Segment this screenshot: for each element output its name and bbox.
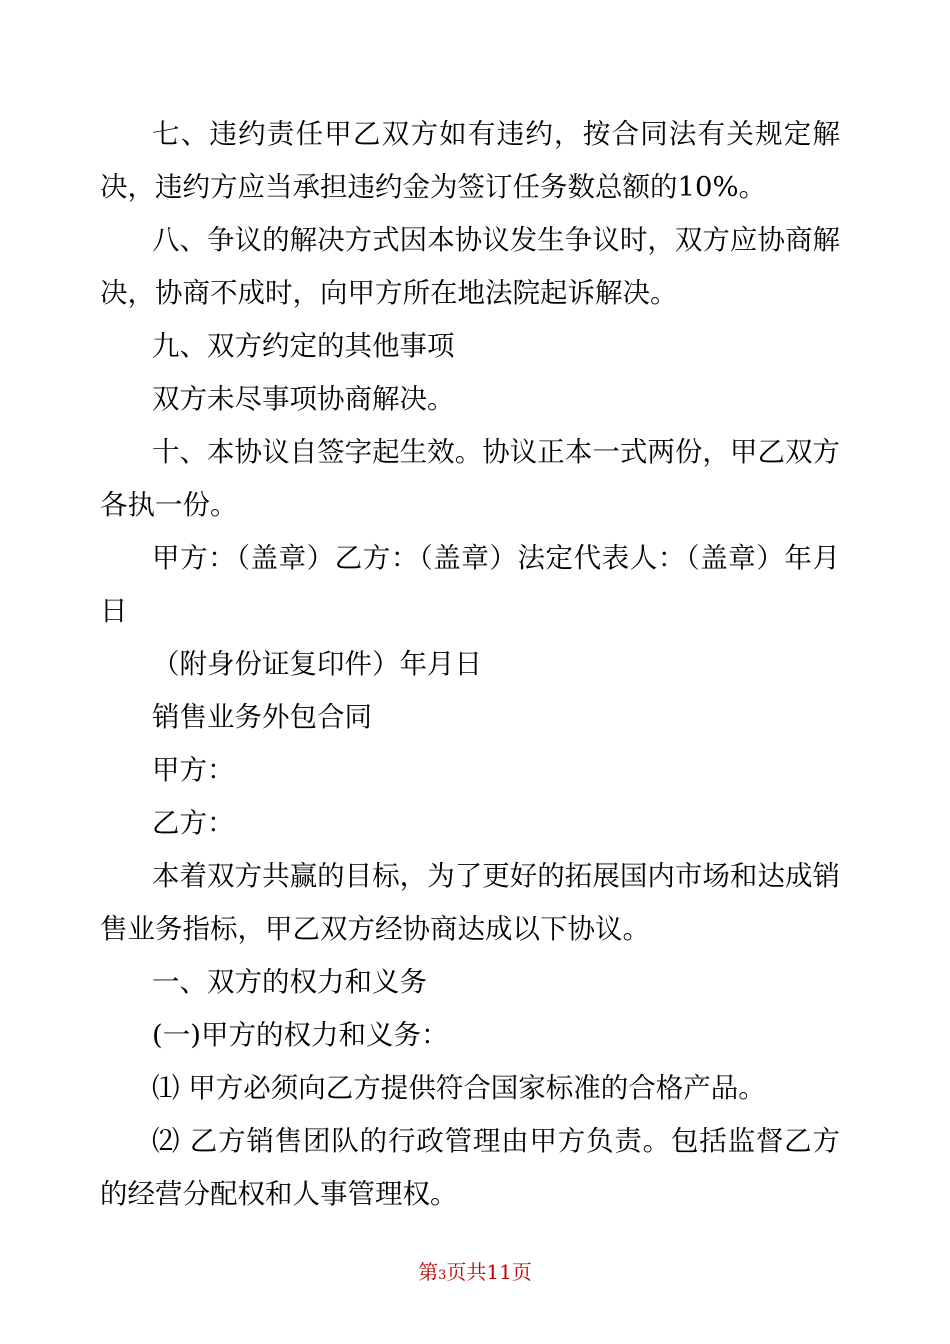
paragraph-dispute-resolution: 八、争议的解决方式因本协议发生争议时，双方应协商解决，协商不成时，向甲方所在地法院起诉解决。 [100, 224, 840, 309]
page-footer [0, 1258, 950, 1290]
footer-middle: 页共 [446, 1260, 487, 1284]
party-a-line: 甲方： [152, 754, 235, 786]
subsection-party-a-heading: (一)甲方的权力和义务： [152, 1019, 449, 1051]
clause-administrative-management: ⑵ 乙方销售团队的行政管理由甲方负责。包括监督乙方的经营分配权和人事管理权。 [100, 1125, 840, 1210]
footer-prefix: 第 [418, 1260, 439, 1284]
footer-suffix: 页 [511, 1260, 532, 1284]
contract-title: 销售业务外包合同 [152, 701, 372, 733]
paragraph-breach-liability: 七、违约责任甲乙双方如有违约，按合同法有关规定解决，违约方应当承担违约金为签订任务数总额的10%。 [100, 118, 840, 203]
section-rights-obligations-heading: 一、双方的权力和义务 [152, 966, 427, 998]
paragraph-effectiveness: 十、本协议自签字起生效。协议正本一式两份，甲乙双方各执一份。 [100, 436, 840, 521]
paragraph-id-attachment: （附身份证复印件）年月日 [152, 648, 482, 680]
paragraph-other-matters: 双方未尽事项协商解决。 [152, 383, 455, 415]
footer-total-pages: 11 [486, 1260, 512, 1284]
clause-qualified-products: ⑴ 甲方必须向乙方提供符合国家标准的合格产品。 [152, 1072, 766, 1104]
party-b-line: 乙方： [152, 807, 235, 839]
paragraph-preamble: 本着双方共赢的目标，为了更好的拓展国内市场和达成销售业务指标，甲乙双方经协商达成以下协议。 [100, 860, 840, 945]
paragraph-signatures: 甲方：（盖章）乙方：（盖章）法定代表人：（盖章）年月日 [100, 542, 840, 627]
paragraph-other-matters-heading: 九、双方约定的其他事项 [152, 330, 455, 362]
document-body [100, 108, 840, 1221]
footer-page-number: 3 [438, 1268, 447, 1283]
